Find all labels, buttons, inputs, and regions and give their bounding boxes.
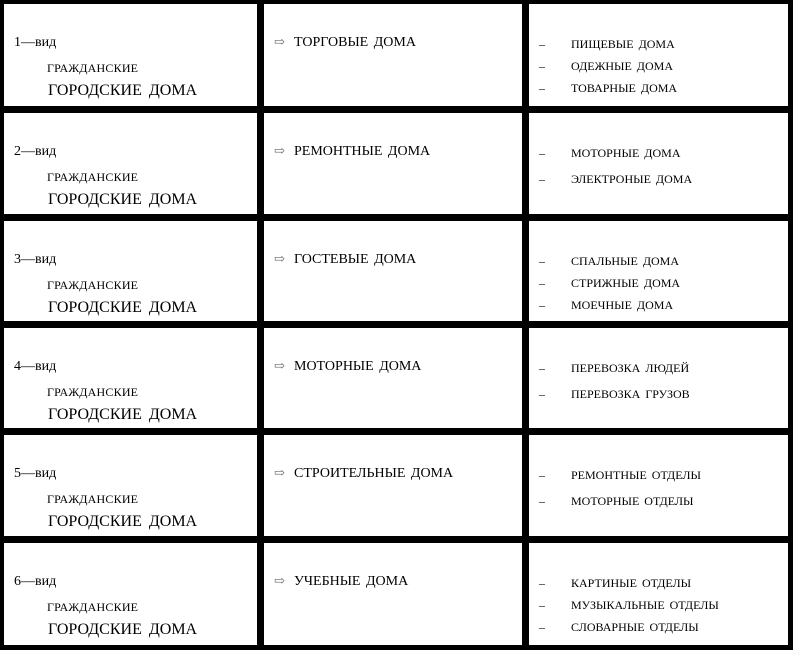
city-houses-label: ГОРОДСКИЕ ДОМА (48, 82, 198, 99)
dash-bullet-icon: – (539, 387, 545, 401)
kind-label: 2—вид (14, 144, 57, 159)
subtype-label: ПЕРЕВОЗКА ГРУЗОВ (571, 387, 690, 401)
category-label: ГОСТЕВЫЕ ДОМА (294, 252, 417, 267)
dash-bullet-icon: – (539, 37, 545, 51)
dash-bullet-icon: – (539, 494, 545, 508)
kind-cell (4, 4, 257, 106)
subtypes-cell (529, 113, 788, 214)
subtype-label: СТРИЖНЫЕ ДОМА (571, 276, 681, 290)
subtype-label: МОТОРНЫЕ ОТДЕЛЫ (571, 494, 694, 508)
category-cell (264, 113, 522, 214)
category-label: РЕМОНТНЫЕ ДОМА (294, 144, 431, 159)
dash-bullet-icon: – (539, 276, 545, 290)
civil-label: ГРАЖДАНСКИЕ (47, 385, 139, 399)
category-cell (264, 328, 522, 428)
civil-label: ГРАЖДАНСКИЕ (47, 492, 139, 506)
arrow-right-icon: ⇨ (274, 143, 285, 158)
dash-bullet-icon: – (539, 59, 545, 73)
kind-label: 6—вид (14, 574, 57, 589)
dash-bullet-icon: – (539, 468, 545, 482)
dash-bullet-icon: – (539, 81, 545, 95)
civil-label: ГРАЖДАНСКИЕ (47, 61, 139, 75)
category-label: ТОРГОВЫЕ ДОМА (294, 35, 416, 50)
kind-label: 3—вид (14, 252, 57, 267)
category-cell (264, 221, 522, 321)
subtypes-cell (529, 543, 788, 645)
city-houses-label: ГОРОДСКИЕ ДОМА (48, 191, 198, 208)
subtypes-cell (529, 4, 788, 106)
subtype-label: ПИЩЕВЫЕ ДОМА (571, 37, 675, 51)
arrow-right-icon: ⇨ (274, 251, 285, 266)
city-houses-label: ГОРОДСКИЕ ДОМА (48, 406, 198, 423)
civil-label: ГРАЖДАНСКИЕ (47, 170, 139, 184)
kind-cell (4, 221, 257, 321)
category-cell (264, 543, 522, 645)
subtype-label: СПАЛЬНЫЕ ДОМА (571, 254, 680, 268)
dash-bullet-icon: – (539, 598, 545, 612)
subtype-label: МОТОРНЫЕ ДОМА (571, 146, 681, 160)
subtype-label: ЭЛЕКТРОНЫЕ ДОМА (571, 172, 693, 186)
subtype-label: ОДЕЖНЫЕ ДОМА (571, 59, 673, 73)
arrow-right-icon: ⇨ (274, 34, 285, 49)
subtypes-cell (529, 221, 788, 321)
subtype-label: ТОВАРНЫЕ ДОМА (571, 81, 678, 95)
kind-cell (4, 435, 257, 536)
subtypes-cell (529, 435, 788, 536)
civil-label: ГРАЖДАНСКИЕ (47, 278, 139, 292)
kind-cell (4, 328, 257, 428)
dash-bullet-icon: – (539, 620, 545, 634)
city-houses-label: ГОРОДСКИЕ ДОМА (48, 621, 198, 638)
dash-bullet-icon: – (539, 254, 545, 268)
arrow-right-icon: ⇨ (274, 358, 285, 373)
kind-cell (4, 543, 257, 645)
subtype-label: МУЗЫКАЛЬНЫЕ ОТДЕЛЫ (571, 598, 719, 612)
subtype-label: РЕМОНТНЫЕ ОТДЕЛЫ (571, 468, 701, 482)
civil-label: ГРАЖДАНСКИЕ (47, 600, 139, 614)
category-label: МОТОРНЫЕ ДОМА (294, 359, 422, 374)
arrow-right-icon: ⇨ (274, 573, 285, 588)
category-label: УЧЕБНЫЕ ДОМА (294, 574, 409, 589)
category-cell (264, 435, 522, 536)
subtypes-cell (529, 328, 788, 428)
subtype-label: ПЕРЕВОЗКА ЛЮДЕЙ (571, 361, 690, 375)
city-houses-label: ГОРОДСКИЕ ДОМА (48, 513, 198, 530)
kind-label: 4—вид (14, 359, 57, 374)
city-houses-label: ГОРОДСКИЕ ДОМА (48, 299, 198, 316)
category-label: СТРОИТЕЛЬНЫЕ ДОМА (294, 466, 454, 481)
category-cell (264, 4, 522, 106)
subtype-label: КАРТИНЫЕ ОТДЕЛЫ (571, 576, 692, 590)
dash-bullet-icon: – (539, 172, 545, 186)
subtype-label: СЛОВАРНЫЕ ОТДЕЛЫ (571, 620, 699, 634)
dash-bullet-icon: – (539, 146, 545, 160)
dash-bullet-icon: – (539, 298, 545, 312)
kind-label: 5—вид (14, 466, 57, 481)
dash-bullet-icon: – (539, 576, 545, 590)
arrow-right-icon: ⇨ (274, 465, 285, 480)
kind-label: 1—вид (14, 35, 57, 50)
dash-bullet-icon: – (539, 361, 545, 375)
kind-cell (4, 113, 257, 214)
subtype-label: МОЕЧНЫЕ ДОМА (571, 298, 674, 312)
